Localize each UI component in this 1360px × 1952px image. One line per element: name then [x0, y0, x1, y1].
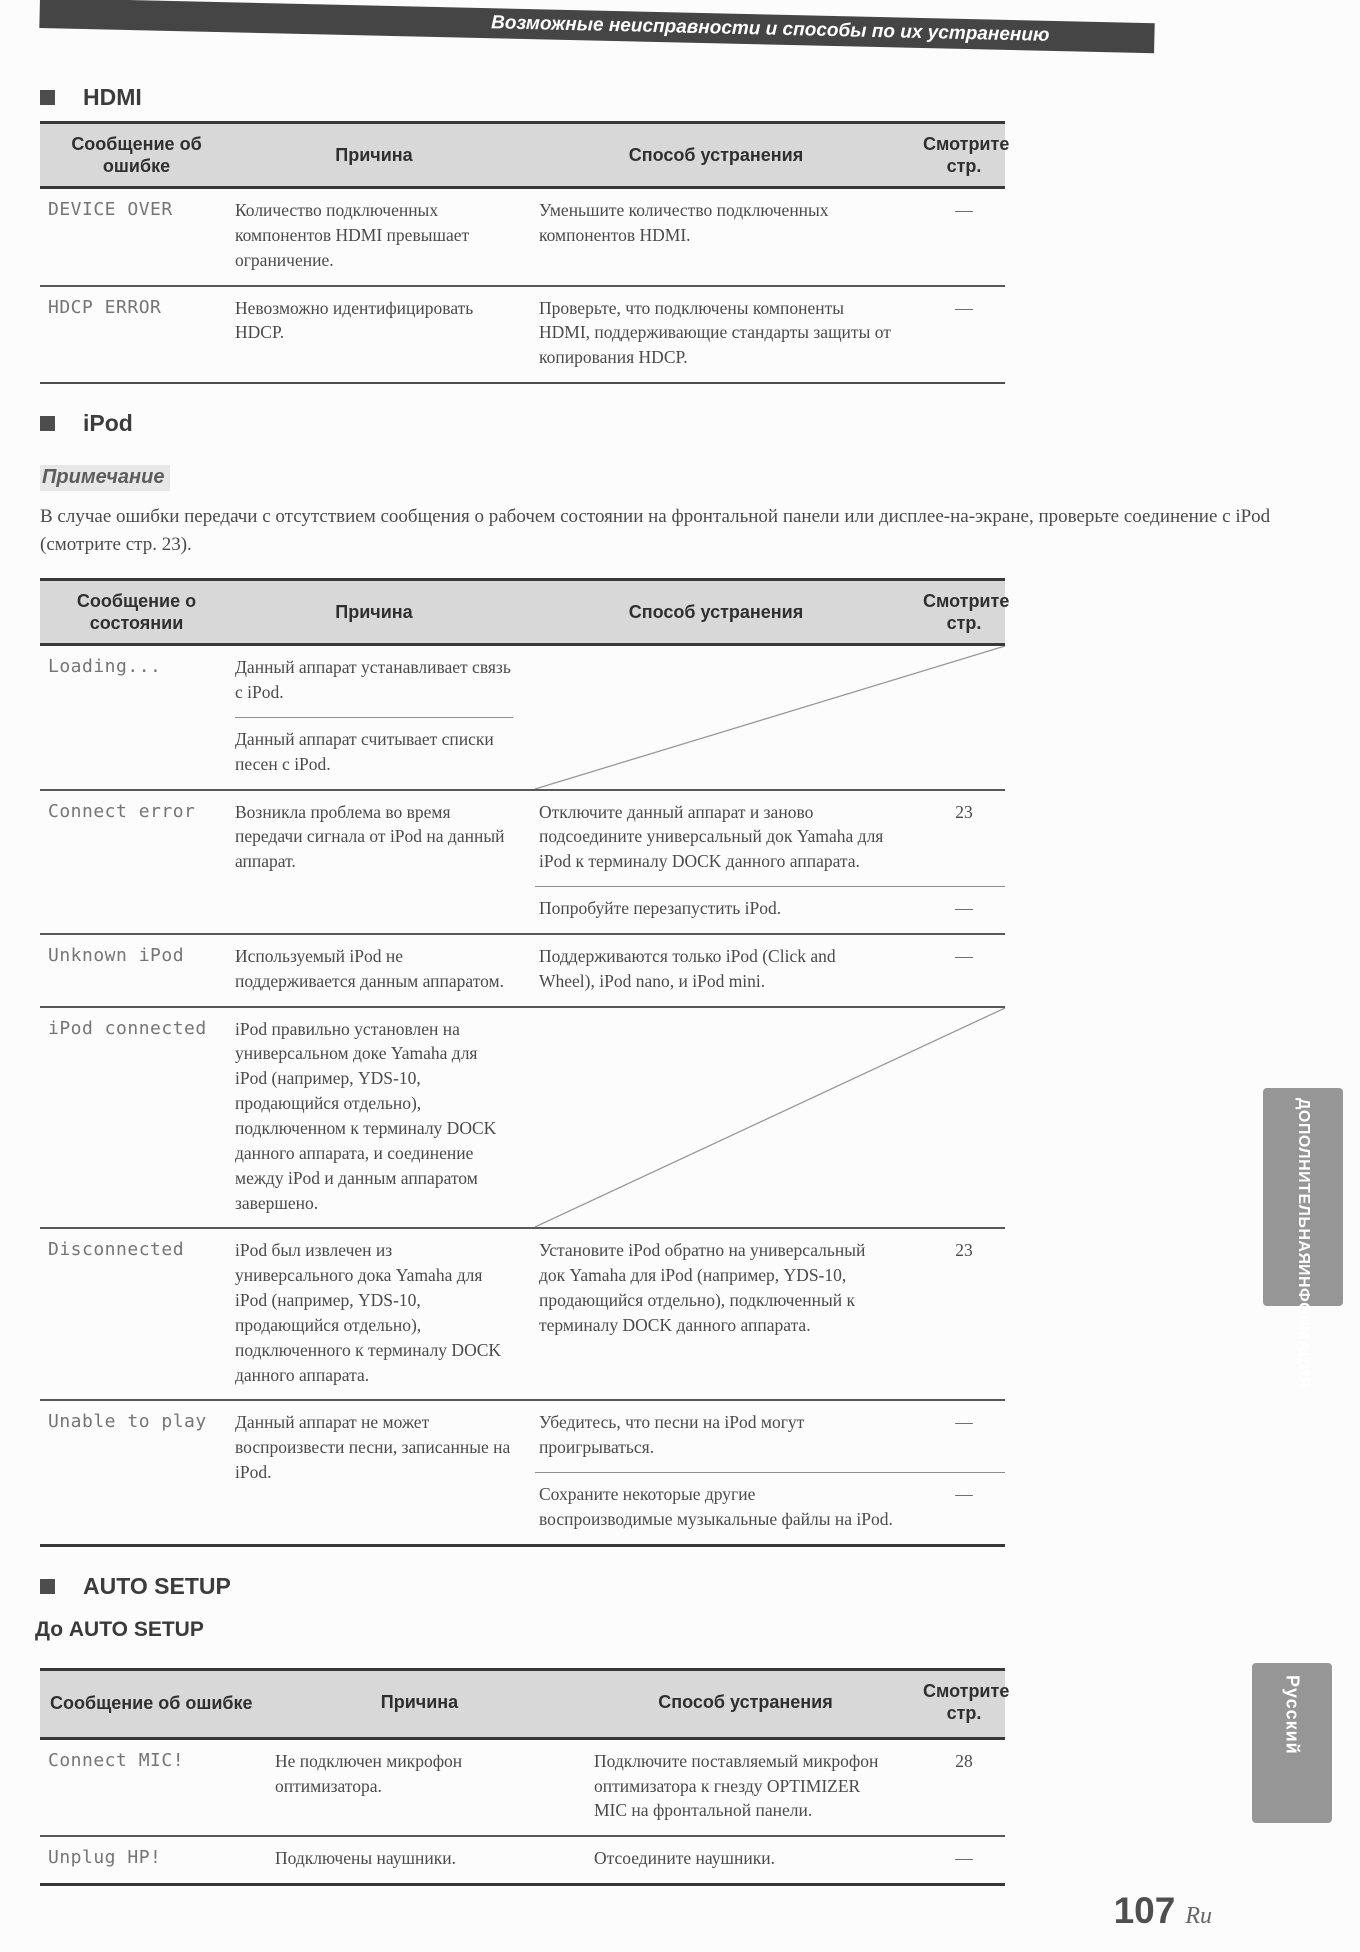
- cause-text: Возникла проблема во время передачи сигнала от iPod на данный аппарат.: [235, 801, 505, 872]
- side-tab-line: ИНФОРМАЦИЯ: [1295, 1264, 1313, 1389]
- cause-text: Данный аппарат устанавливает связь с iPod.: [235, 657, 511, 702]
- page-content: [0, 58, 1360, 1894]
- no-remedy-diagonal: [535, 646, 1005, 788]
- section-heading-auto-setup: [40, 1573, 1360, 1600]
- section-bullet-icon: [40, 1579, 55, 1594]
- remedy-stack: [535, 1229, 1005, 1399]
- column-header-cause: Причина: [380, 1692, 459, 1713]
- remedy-text: Отключите данный аппарат и заново подсоедините универсальный док Yamaha для iPod к терминалу DOCK данного аппарата.: [539, 801, 884, 872]
- ipod-table-header: [40, 581, 1010, 646]
- cause-stack: [235, 646, 535, 788]
- table-row: [40, 1835, 1005, 1883]
- column-header-page: Смотрите стр.: [923, 590, 1010, 634]
- column-header-message: Сообщение об ошибке: [71, 133, 202, 176]
- status-message: iPod connected: [48, 1017, 207, 1039]
- page-header-banner: [39, 0, 1154, 53]
- table-row: [40, 789, 1005, 933]
- cause-text: Данный аппарат не может воспроизвести песни, записанные на iPod.: [235, 1412, 511, 1483]
- status-message: Unknown iPod: [48, 944, 185, 966]
- section-heading-ipod: [40, 410, 1360, 437]
- page-ref: —: [955, 945, 973, 966]
- page-ref: —: [955, 1848, 973, 1869]
- section-title-hdmi: HDMI: [83, 84, 142, 110]
- status-message: Unable to play: [48, 1411, 207, 1433]
- page-ref: —: [955, 1412, 973, 1433]
- page-footer: [1114, 1890, 1212, 1932]
- remedy-text: Отсоедините наушники.: [594, 1848, 775, 1869]
- table-row: [40, 933, 1005, 1006]
- section-bullet-icon: [40, 416, 55, 431]
- remedy-text: Установите iPod обратно на универсальный док Yamaha для iPod (например, YDS-10, продающийся отдельно), подключенный к терминалу DOCK данного аппарата.: [539, 1240, 866, 1335]
- cause-text: Не подключен микрофон оптимизатора.: [275, 1750, 463, 1796]
- note-text: В случае ошибки передачи с отсутствием сообщения о рабочем состоянии на фронтальной панели или дисплее-на-экране, проверьте соединение с iPod (смотрите стр. 23).: [40, 506, 1271, 555]
- remedy-subrow: [535, 935, 1005, 1006]
- side-tab-line: ДОПОЛНИТЕЛЬНАЯ: [1295, 1098, 1313, 1265]
- remedy-text: Попробуйте перезапустить iPod.: [539, 898, 782, 919]
- column-header-page: Смотрите стр.: [923, 1680, 1010, 1724]
- page-ref: —: [955, 898, 973, 919]
- column-header-message: Сообщение об ошибке: [50, 1692, 253, 1713]
- page-number: 107: [1113, 1890, 1176, 1931]
- status-message: Loading...: [48, 656, 162, 678]
- cause-text: Невозможно идентифицировать HDCP.: [235, 297, 474, 343]
- no-remedy-diagonal: [535, 1008, 1005, 1228]
- table-row: [40, 1227, 1005, 1399]
- column-header-cause: Причина: [335, 144, 413, 165]
- section-bullet-icon: [40, 90, 55, 105]
- column-header-cause: Причина: [335, 601, 413, 622]
- side-tab-additional-information: [1263, 1088, 1343, 1389]
- column-header-remedy: Способ устранения: [658, 1692, 833, 1713]
- error-message: Unplug HP!: [48, 1847, 162, 1869]
- table-row: [40, 646, 1005, 788]
- table-row: [40, 189, 1005, 285]
- page-ref: —: [955, 297, 973, 318]
- error-message: HDCP ERROR: [48, 296, 162, 318]
- hdmi-table-header: [40, 124, 1010, 189]
- remedy-subrow: [535, 1401, 1005, 1472]
- remedy-stack: [535, 791, 1005, 933]
- hdmi-table: [40, 121, 1010, 384]
- remedy-text: Поддерживаются только iPod (Click and Wheel), iPod nano, и iPod mini.: [539, 945, 836, 991]
- status-message: Disconnected: [48, 1239, 185, 1261]
- remedy-stack: [535, 935, 1005, 1006]
- error-message: Connect MIC!: [48, 1749, 185, 1771]
- page-ref: —: [955, 1484, 973, 1505]
- cause-text: iPod правильно установлен на универсальном доке Yamaha для iPod (например, YDS-10, продающийся отдельно), подключенном к терминалу DOCK данного аппарата, и соединение между iPod и данным аппаратом завершено.: [235, 1018, 497, 1213]
- remedy-text: Убедитесь, что песни на iPod могут проигрываться.: [539, 1412, 805, 1458]
- cause-text: Количество подключенных компонентов HDMI превышает ограничение.: [235, 200, 470, 270]
- section-title-ipod: iPod: [83, 410, 133, 437]
- table-row: [40, 1006, 1005, 1228]
- column-header-page: Смотрите стр.: [923, 133, 1010, 176]
- banner-title: Возможные неисправности и способы по их устранению: [490, 12, 1050, 46]
- cause-text: Данный аппарат считывает списки песен с iPod.: [235, 717, 513, 789]
- auto-setup-table: [40, 1668, 1010, 1886]
- page-language-mark: Ru: [1185, 1903, 1212, 1929]
- subsection-title: До AUTO SETUP: [35, 1617, 204, 1641]
- remedy-text: Сохраните некоторые другие воспроизводимые музыкальные файлы на iPod.: [539, 1484, 893, 1529]
- cause-text: iPod был извлечен из универсального дока Yamaha для iPod (например, YDS-10, продающийся отдельно), подключенного к терминалу DOCK данного аппарата.: [235, 1240, 502, 1385]
- remedy-stack: [535, 1401, 1005, 1543]
- section-heading-hdmi: [40, 84, 1360, 111]
- cause-text: Подключены наушники.: [275, 1848, 456, 1869]
- column-header-message: Сообщение о состоянии: [76, 590, 197, 634]
- cause-text: Используемый iPod не поддерживается данным аппаратом.: [235, 945, 505, 991]
- section-title-auto-setup: AUTO SETUP: [83, 1572, 231, 1599]
- table-row: [40, 1399, 1005, 1543]
- page-ref: 23: [955, 1240, 973, 1261]
- remedy-text: Подключите поставляемый микрофон оптимизатора к гнезду OPTIMIZER MIC на фронтальной панели.: [594, 1750, 879, 1821]
- auto-setup-table-header: [40, 1671, 1010, 1740]
- remedy-subrow: [535, 791, 1005, 887]
- remedy-subrow: [535, 1472, 1005, 1544]
- page-ref: 28: [955, 1750, 973, 1771]
- side-tab-line: Русский: [1282, 1675, 1303, 1755]
- remedy-subrow: [535, 1229, 1005, 1349]
- page-ref: 23: [955, 801, 973, 822]
- column-header-remedy: Способ устранения: [628, 601, 804, 622]
- ipod-table: [40, 578, 1010, 1547]
- column-header-remedy: Способ устранения: [628, 144, 804, 165]
- table-row: [40, 1740, 1005, 1836]
- page-ref: —: [955, 200, 973, 220]
- remedy-subrow: [535, 886, 1005, 933]
- side-tab-language: [1252, 1663, 1332, 1823]
- status-message: Connect error: [48, 800, 196, 822]
- remedy-text: Уменьшите количество подключенных компонентов HDMI.: [539, 200, 829, 245]
- error-message: DEVICE OVER: [48, 199, 173, 220]
- remedy-text: Проверьте, что подключены компоненты HDMI, поддерживающие стандарты защиты от копирования HDCP.: [539, 297, 891, 368]
- table-row: [40, 285, 1005, 383]
- note-label: Примечание: [40, 465, 170, 491]
